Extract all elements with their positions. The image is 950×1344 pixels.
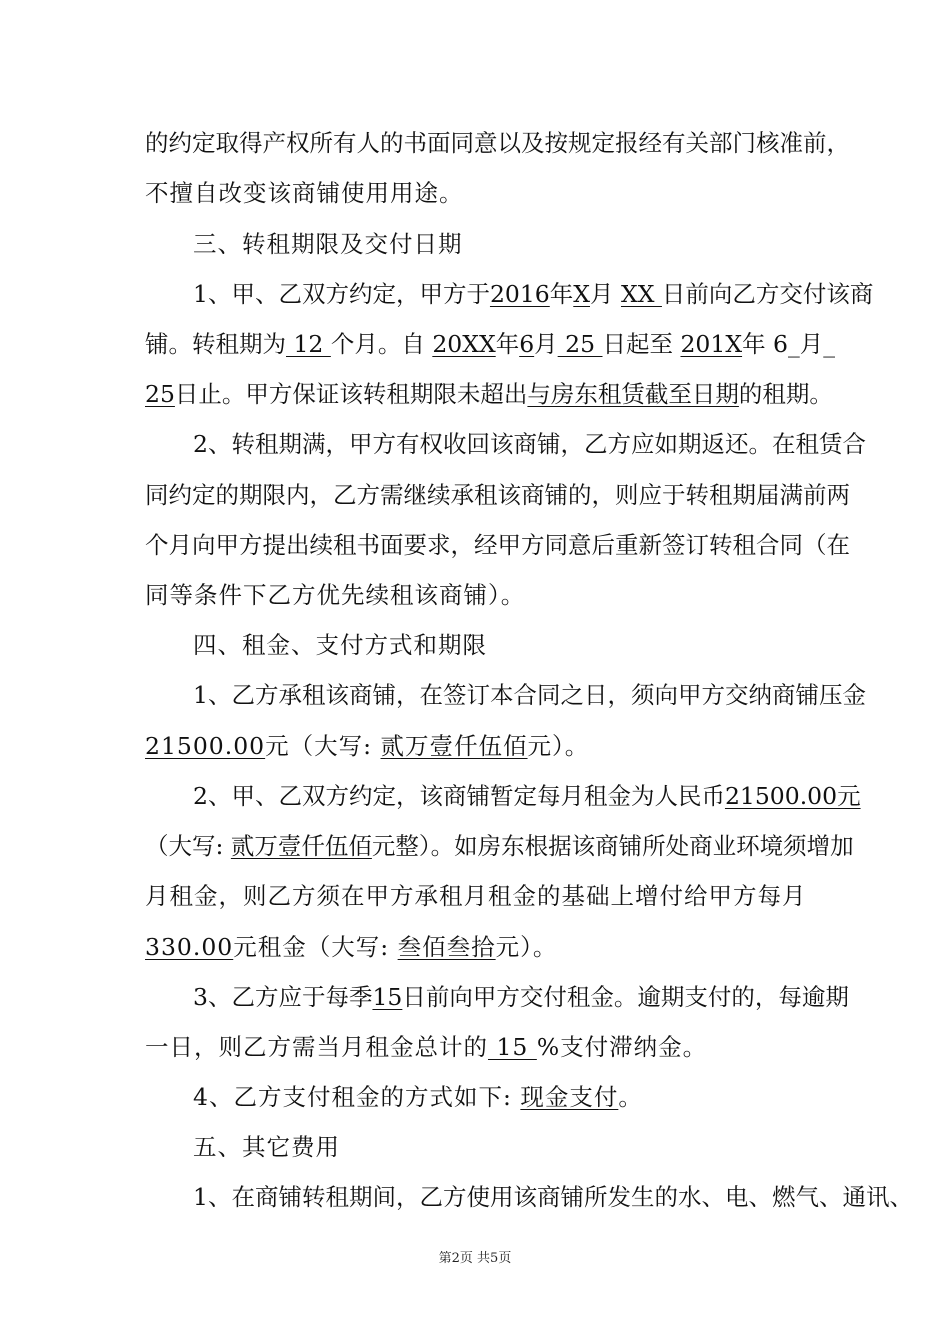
filled-blank: 20XX bbox=[432, 330, 496, 358]
text-segment: 同等条件下乙方优先续租该商铺）。 bbox=[145, 581, 526, 609]
text-segment: 年 bbox=[549, 280, 574, 308]
text-segment: （大写: bbox=[145, 832, 231, 860]
filled-blank: XX bbox=[620, 280, 662, 308]
text-segment: 日止。甲方保证该转租期限未超出 bbox=[174, 380, 528, 408]
text-segment: 元）。 bbox=[527, 732, 590, 760]
text-line bbox=[193, 428, 866, 460]
text-line bbox=[145, 328, 835, 360]
text-line bbox=[193, 1131, 830, 1163]
text-line bbox=[193, 228, 830, 260]
text-line bbox=[193, 780, 861, 812]
text-line bbox=[145, 479, 850, 511]
text-segment: 同约定的期限内，乙方需继续承租该商铺的，则应于转租期届满前两 bbox=[145, 481, 850, 509]
text-segment: 1、乙方承租该商铺，在签订本合同之日，须向甲方交纳商铺压金 bbox=[193, 681, 866, 709]
text-line bbox=[193, 1081, 830, 1113]
filled-blank: 贰万壹仟伍佰 bbox=[380, 732, 528, 760]
text-segment: _ bbox=[823, 330, 835, 358]
text-segment: 月 bbox=[590, 280, 621, 308]
text-segment: 个月。自 bbox=[330, 330, 433, 358]
filled-blank: 21500.00元 bbox=[724, 782, 861, 810]
text-segment: 元租金（大写: bbox=[233, 933, 398, 961]
text-segment: 1、在商铺转租期间，乙方使用该商铺所发生的水、电、燃气、通讯、 bbox=[193, 1183, 913, 1211]
filled-blank: 330.00 bbox=[145, 933, 234, 961]
filled-blank: 现金支付 bbox=[520, 1083, 619, 1111]
text-line bbox=[145, 830, 854, 862]
text-segment: 的租期。 bbox=[738, 380, 833, 408]
text-line bbox=[193, 679, 866, 711]
text-segment: 元）。 bbox=[495, 933, 558, 961]
text-line bbox=[193, 278, 874, 310]
text-segment: 2、转租期满，甲方有权收回该商铺，乙方应如期返还。在租赁合 bbox=[193, 430, 866, 458]
text-line bbox=[193, 629, 830, 661]
text-segment: 日前向乙方交付该商 bbox=[661, 280, 874, 308]
text-segment: 2、甲、乙双方约定，该商铺暂定每月租金为人民币 bbox=[193, 782, 725, 810]
filled-blank: 叁佰叁拾 bbox=[397, 933, 496, 961]
text-segment: 一日，则乙方需当月租金总计的 bbox=[145, 1033, 488, 1061]
filled-blank: 贰万壹仟伍佰 bbox=[230, 832, 372, 860]
text-segment: 五、其它费用 bbox=[193, 1133, 340, 1161]
text-segment: 日起至 bbox=[602, 330, 681, 358]
text-segment: 日前向甲方交付租金。逾期支付的，每逾期 bbox=[402, 983, 849, 1011]
text-line bbox=[145, 880, 830, 912]
text-line bbox=[145, 127, 850, 159]
text-segment: 三、转租期限及交付日期 bbox=[193, 230, 463, 258]
text-segment: 个月向甲方提出续租书面要求，经甲方同意后重新签订转租合同（在 bbox=[145, 531, 850, 559]
text-line bbox=[145, 931, 830, 963]
text-line bbox=[145, 579, 830, 611]
text-segment: 月 bbox=[534, 330, 558, 358]
filled-blank: 15 bbox=[372, 983, 403, 1011]
text-segment: 不擅自改变该商铺使用用途。 bbox=[145, 179, 464, 207]
text-segment: 年 6 bbox=[742, 330, 788, 358]
filled-blank: 15 bbox=[488, 1033, 537, 1061]
text-line bbox=[193, 1181, 913, 1213]
text-segment: 月 bbox=[799, 330, 824, 358]
filled-blank: 21500.00 bbox=[145, 732, 266, 760]
filled-blank: 6 bbox=[519, 330, 535, 358]
text-segment: 1、甲、乙双方约定，甲方于 bbox=[193, 280, 490, 308]
filled-blank: 201X bbox=[680, 330, 743, 358]
text-segment: _ bbox=[788, 330, 800, 358]
text-segment: 的约定取得产权所有人的书面同意以及按规定报经有关部门核准前， bbox=[145, 129, 850, 157]
filled-blank: X bbox=[573, 280, 590, 308]
filled-blank: 12 bbox=[286, 330, 331, 358]
page-footer: 第2页 共5页 bbox=[438, 1251, 512, 1266]
filled-blank: 与房东租赁截至日期 bbox=[527, 380, 739, 408]
text-segment: 。 bbox=[618, 1083, 643, 1111]
filled-blank: 25 bbox=[557, 330, 603, 358]
text-segment: 3、乙方应于每季 bbox=[193, 983, 373, 1011]
text-segment: %支付滞纳金。 bbox=[536, 1033, 708, 1061]
text-segment: 铺。转租期为 bbox=[145, 330, 286, 358]
text-segment: 4、乙方支付租金的方式如下: bbox=[193, 1083, 521, 1111]
text-segment: 元（大写: bbox=[265, 732, 381, 760]
filled-blank: 25 bbox=[145, 380, 175, 408]
text-segment: 四、租金、支付方式和期限 bbox=[193, 631, 487, 659]
text-line bbox=[145, 730, 830, 762]
text-line bbox=[193, 981, 849, 1013]
text-line bbox=[145, 1031, 830, 1063]
text-segment: 月租金，则乙方须在甲方承租月租金的基础上增付给甲方每月 bbox=[145, 882, 807, 910]
text-line bbox=[145, 177, 830, 209]
filled-blank: 2016 bbox=[489, 280, 550, 308]
text-line bbox=[145, 529, 850, 561]
text-segment: 元整）。如房东根据该商铺所处商业环境须增加 bbox=[371, 832, 854, 860]
text-segment: 年 bbox=[495, 330, 520, 358]
text-line bbox=[145, 378, 833, 410]
